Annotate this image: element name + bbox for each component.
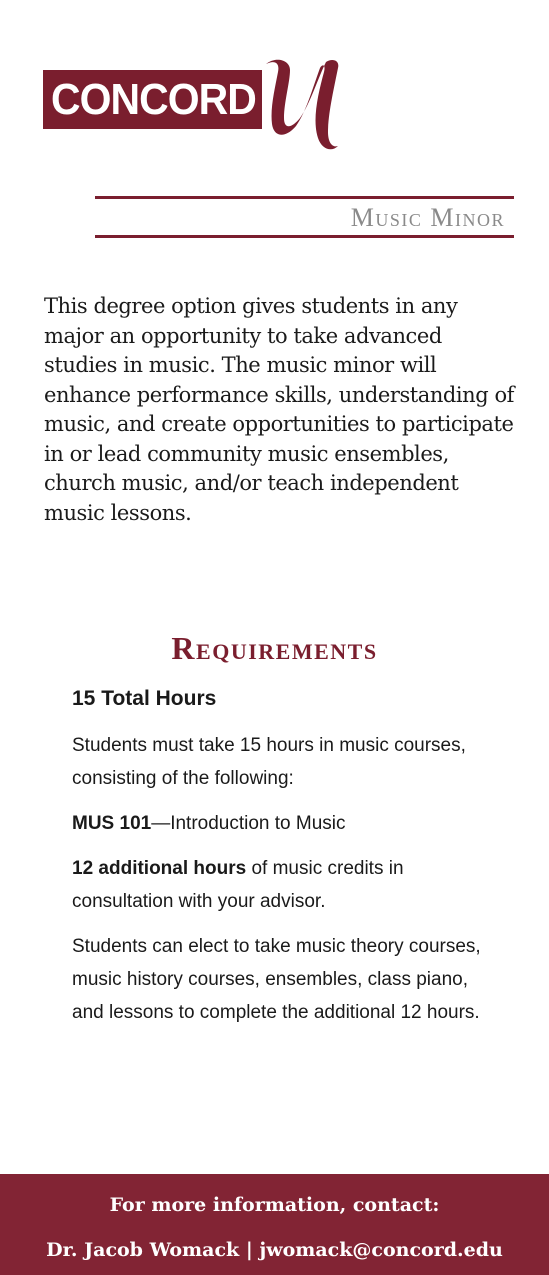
- course-dash: —: [151, 813, 171, 834]
- requirements-heading: Requirements: [171, 630, 378, 666]
- course-code: MUS 101: [72, 813, 152, 834]
- logo-wordmark: CONCORD: [51, 75, 256, 124]
- contact-separator: |: [239, 1239, 260, 1261]
- course-name: Introduction to Music: [170, 813, 346, 834]
- contact-footer: [0, 1174, 549, 1275]
- concord-u-logo: [43, 58, 323, 153]
- footer-prompt: For more information, contact:: [109, 1194, 440, 1216]
- additional-hours-rest: of music credits in consultation with your advisor.: [72, 858, 404, 912]
- additional-hours-line: [72, 852, 492, 918]
- course-line: [72, 807, 492, 840]
- footer-contact-line: [0, 1237, 549, 1263]
- contact-name: Dr. Jacob Womack: [46, 1239, 240, 1261]
- intro-paragraph: This degree option gives students in any major an opportunity to take advanced studies in music. The music minor will enhance performance skills, understanding of music, and create opportunities to participate in or lead community music ensembles, church music, and/or teach independent music lessons.: [44, 294, 514, 525]
- total-hours: 15 Total Hours: [72, 687, 217, 710]
- script-u-shape: [266, 60, 338, 150]
- requirements-paragraph-1: Students must take 15 hours in music courses, consisting of the following:: [72, 735, 466, 789]
- section-title: Music Minor: [350, 203, 505, 232]
- title-rule-top: [95, 196, 514, 199]
- contact-email[interactable]: jwomack@concord.edu: [259, 1239, 503, 1261]
- title-rule-bottom: [95, 235, 514, 238]
- requirements-paragraph-4: Students can elect to take music theory courses, music history courses, ensembles, class piano, and lessons to complete the additional 12 hours.: [72, 936, 481, 1023]
- script-u-logo-mark: [262, 58, 342, 153]
- additional-hours-bold: 12 additional hours: [72, 858, 247, 879]
